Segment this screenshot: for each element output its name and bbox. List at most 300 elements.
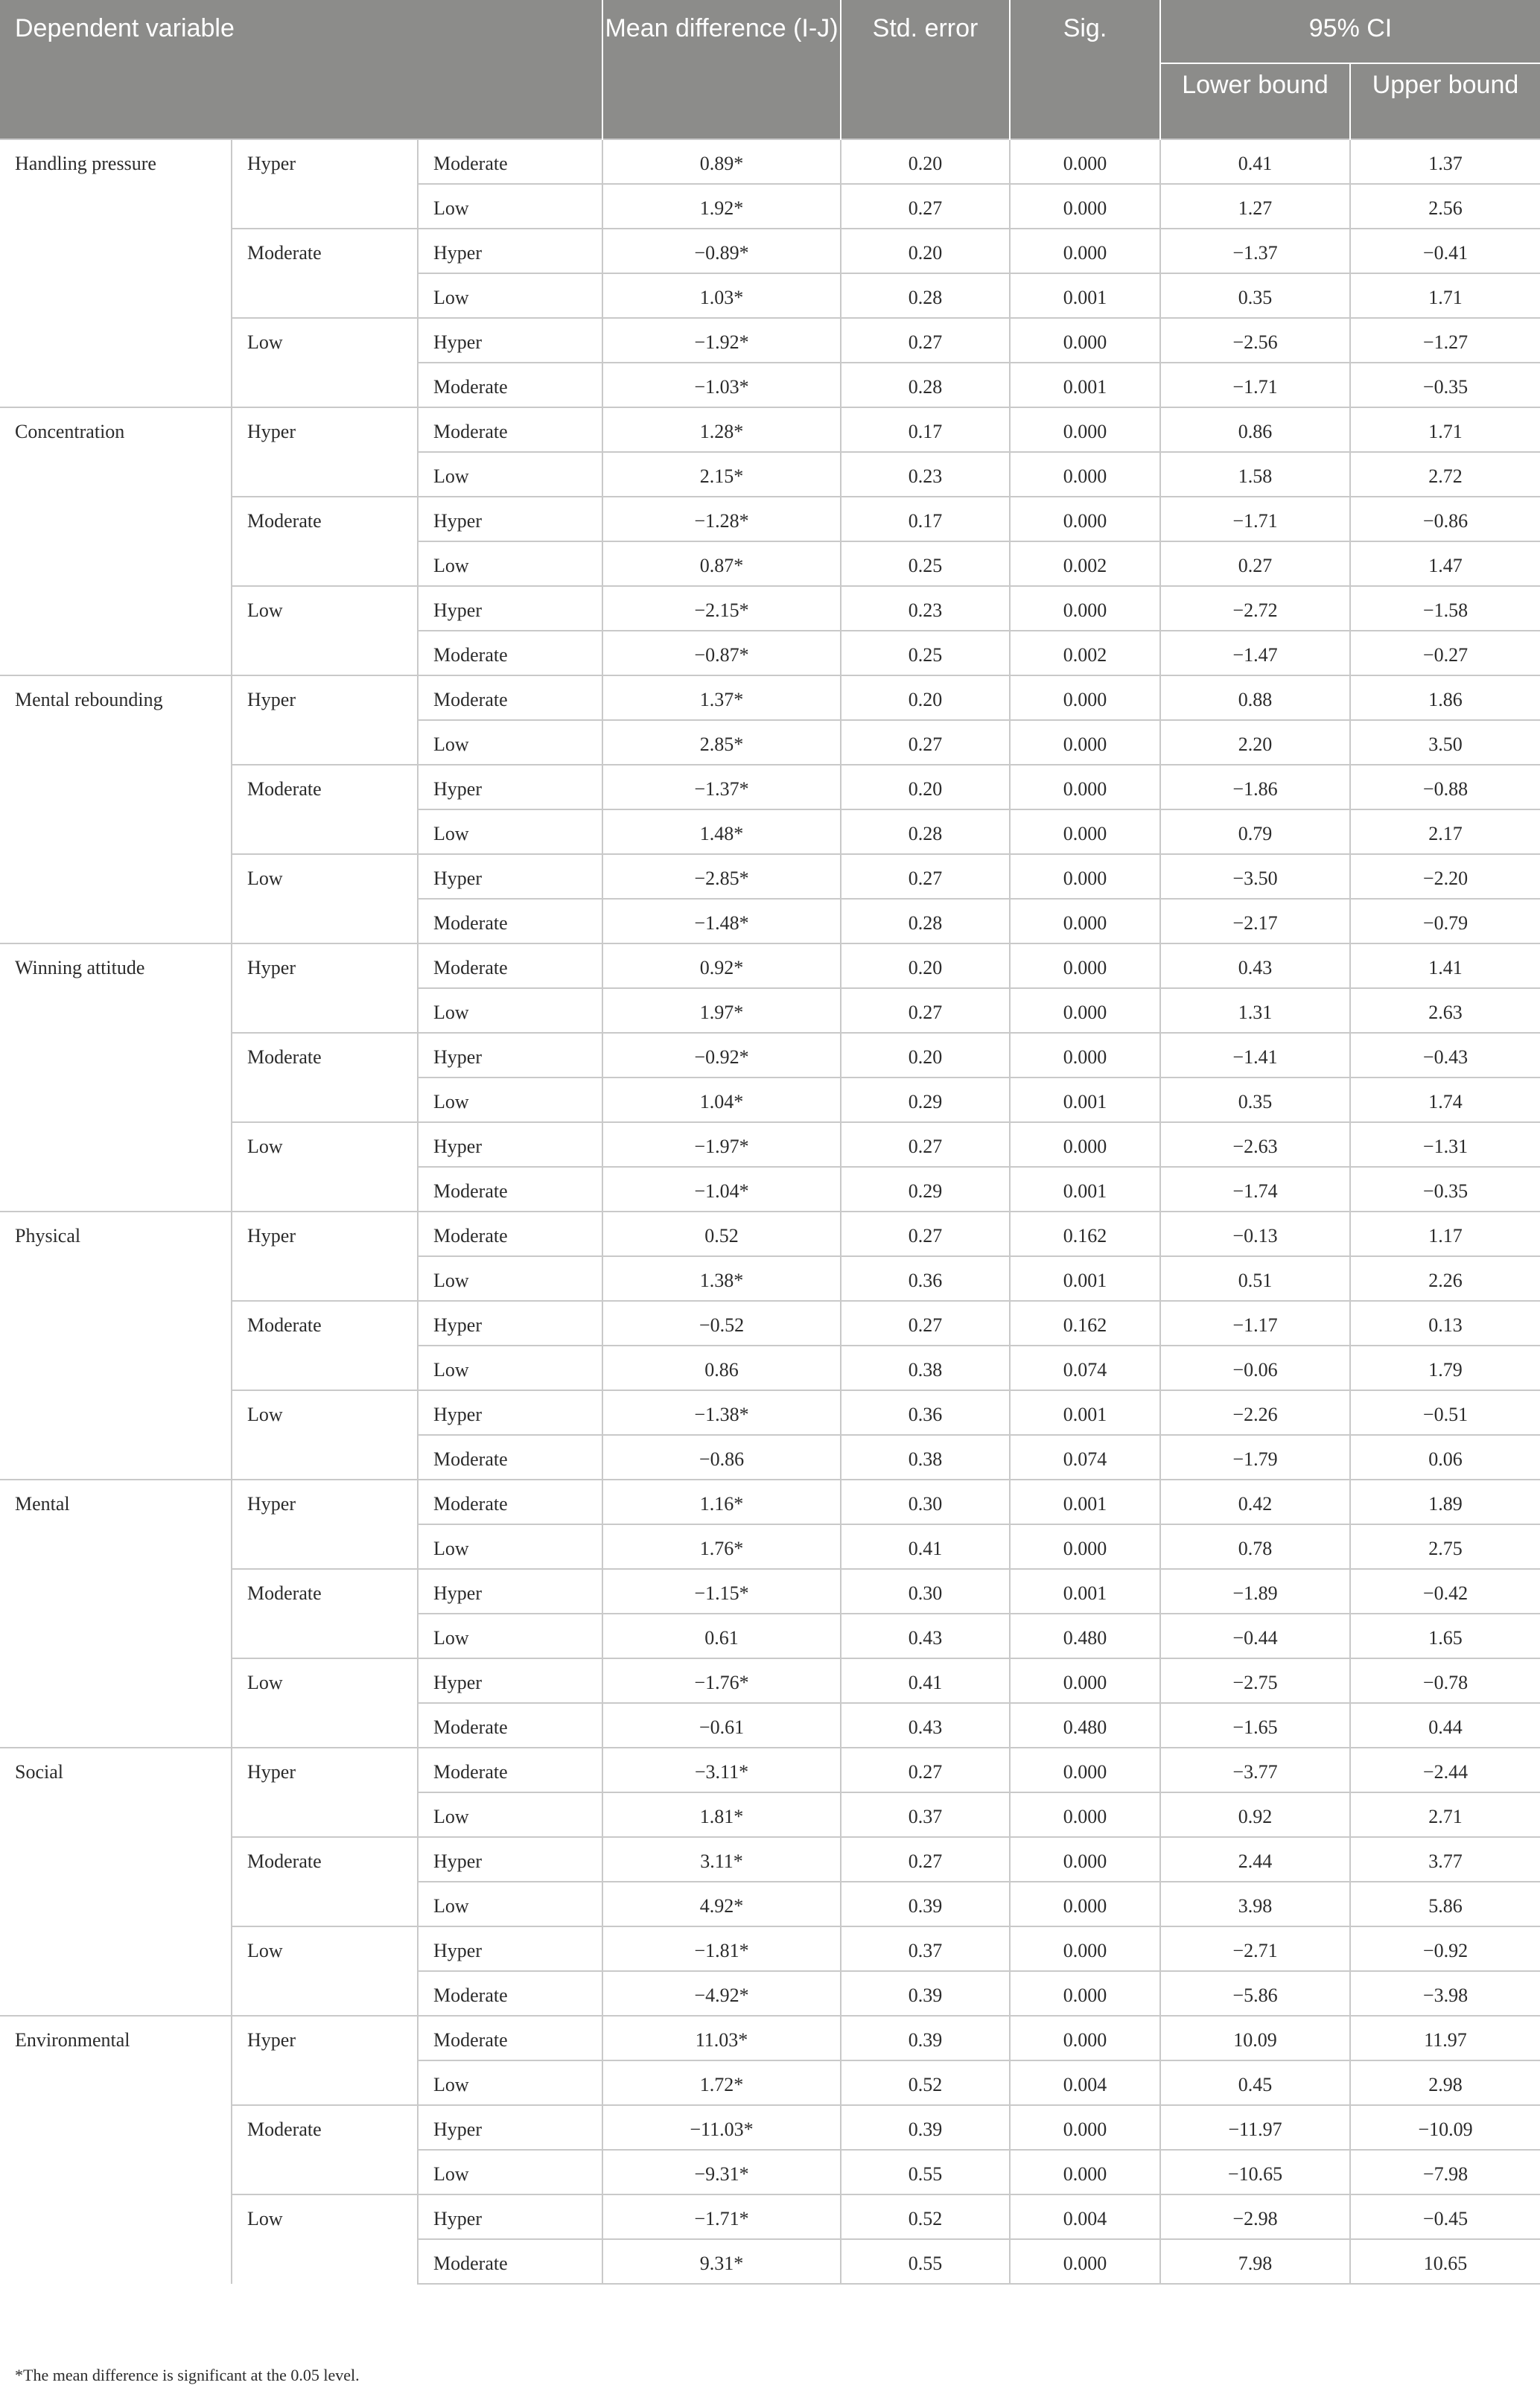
sig-cell [1010, 273, 1160, 318]
lower-bound-cell [1160, 1748, 1350, 1792]
sig-cell [1010, 1435, 1160, 1480]
group-j-value: Moderate [433, 1448, 508, 1470]
group-j-value: Low [433, 1538, 469, 1559]
lower-bound-cell [1160, 943, 1350, 988]
upper-bound-cell [1350, 1569, 1540, 1614]
mean-difference-cell [602, 586, 841, 631]
lower-bound-value: 0.88 [1238, 689, 1273, 710]
std-error-cell [841, 765, 1010, 809]
lower-bound-value: 10.09 [1233, 2029, 1277, 2051]
group-j-value: Moderate [433, 153, 508, 174]
group-j-cell [418, 1435, 602, 1480]
sig-value: 0.000 [1063, 823, 1107, 844]
upper-bound-value: −0.86 [1422, 510, 1469, 532]
std-error-value: 0.27 [908, 1850, 943, 1872]
mean-difference-cell [602, 452, 841, 497]
group-j-cell [418, 273, 602, 318]
dependent-variable-label: Concentration [15, 421, 125, 442]
sig-value: 0.000 [1063, 957, 1107, 978]
group-j-cell [418, 1703, 602, 1748]
group-j-cell [418, 1256, 602, 1301]
lower-bound-cell [1160, 229, 1350, 273]
std-error-value: 0.25 [908, 555, 943, 576]
table-row [0, 2105, 1540, 2150]
sig-value: 0.001 [1063, 287, 1107, 308]
mean-difference-value: −0.89* [694, 242, 749, 264]
sig-value: 0.001 [1063, 376, 1107, 398]
group-i-cell [232, 586, 418, 675]
upper-bound-value: −0.43 [1422, 1046, 1469, 1068]
std-error-cell [841, 541, 1010, 586]
upper-bound-value: −0.79 [1422, 912, 1469, 934]
std-error-cell [841, 273, 1010, 318]
std-error-cell [841, 1926, 1010, 1971]
lower-bound-cell [1160, 1167, 1350, 1212]
mean-difference-cell [602, 1212, 841, 1256]
upper-bound-cell [1350, 541, 1540, 586]
table-row [0, 1926, 1540, 1971]
sig-cell [1010, 1658, 1160, 1703]
sig-value: 0.162 [1063, 1314, 1107, 1336]
lower-bound-cell [1160, 1390, 1350, 1435]
mean-difference-value: −2.85* [694, 868, 749, 889]
table-row [0, 1748, 1540, 1792]
lower-bound-value: 7.98 [1238, 2253, 1273, 2274]
std-error-cell [841, 497, 1010, 541]
mean-difference-value: 1.04* [699, 1091, 744, 1113]
std-error-cell [841, 2150, 1010, 2194]
sig-value: 0.004 [1063, 2208, 1107, 2229]
table-row [0, 1301, 1540, 1346]
group-j-cell [418, 899, 602, 943]
std-error-value: 0.27 [908, 733, 943, 755]
group-j-value: Moderate [433, 2029, 508, 2051]
std-error-value: 0.20 [908, 689, 943, 710]
sig-value: 0.002 [1063, 644, 1107, 666]
mean-difference-value: 1.37* [699, 689, 744, 710]
sig-cell [1010, 1301, 1160, 1346]
mean-difference-cell [602, 1926, 841, 1971]
group-j-cell [418, 1346, 602, 1390]
upper-bound-value: −0.27 [1422, 644, 1469, 666]
group-i-cell [232, 1122, 418, 1212]
group-i-label: Hyper [247, 1225, 296, 1247]
lower-bound-cell [1160, 1122, 1350, 1167]
lower-bound-cell [1160, 2150, 1350, 2194]
table-row [0, 1480, 1540, 1524]
upper-bound-value: 2.72 [1428, 465, 1463, 487]
upper-bound-cell [1350, 2105, 1540, 2150]
mean-difference-cell [602, 1078, 841, 1122]
std-error-value: 0.28 [908, 912, 943, 934]
dependent-variable-label: Winning attitude [15, 957, 145, 978]
upper-bound-cell [1350, 1658, 1540, 1703]
upper-bound-cell [1350, 497, 1540, 541]
lower-bound-value: 0.41 [1238, 153, 1273, 174]
upper-bound-value: −0.92 [1422, 1940, 1469, 1961]
dependent-variable-cell [0, 1212, 232, 1480]
sig-cell [1010, 1703, 1160, 1748]
group-i-cell [232, 139, 418, 229]
sig-cell [1010, 1167, 1160, 1212]
group-i-label: Low [247, 1136, 283, 1157]
group-j-cell [418, 1748, 602, 1792]
mean-difference-value: 1.38* [699, 1270, 744, 1291]
mean-difference-value: −0.86 [699, 1448, 745, 1470]
mean-difference-cell [602, 1703, 841, 1748]
upper-bound-cell [1350, 1614, 1540, 1658]
upper-bound-cell [1350, 1346, 1540, 1390]
lower-bound-value: −1.86 [1232, 778, 1278, 800]
upper-bound-cell [1350, 720, 1540, 765]
group-i-label: Low [247, 331, 283, 353]
sig-value: 0.000 [1063, 2253, 1107, 2274]
std-error-value: 0.20 [908, 778, 943, 800]
table-row [0, 1658, 1540, 1703]
std-error-value: 0.27 [908, 1314, 943, 1336]
group-j-cell [418, 1390, 602, 1435]
upper-bound-cell [1350, 2239, 1540, 2284]
group-i-cell [232, 943, 418, 1033]
group-j-value: Moderate [433, 1180, 508, 1202]
sig-cell [1010, 541, 1160, 586]
group-j-cell [418, 1167, 602, 1212]
table-row [0, 229, 1540, 273]
upper-bound-value: −1.31 [1422, 1136, 1469, 1157]
sig-cell [1010, 899, 1160, 943]
lower-bound-cell [1160, 497, 1350, 541]
sig-value: 0.000 [1063, 2119, 1107, 2140]
dependent-variable-cell [0, 943, 232, 1212]
upper-bound-value: 0.13 [1428, 1314, 1463, 1336]
sig-cell [1010, 1390, 1160, 1435]
lower-bound-cell [1160, 452, 1350, 497]
sig-cell [1010, 229, 1160, 273]
group-j-value: Hyper [433, 1940, 482, 1961]
std-error-cell [841, 586, 1010, 631]
table-row [0, 2016, 1540, 2060]
std-error-value: 0.52 [908, 2208, 943, 2229]
upper-bound-value: 0.44 [1428, 1716, 1463, 1738]
upper-bound-cell [1350, 139, 1540, 184]
group-j-cell [418, 2105, 602, 2150]
sig-cell [1010, 497, 1160, 541]
upper-bound-value: 11.97 [1424, 2029, 1467, 2051]
sig-cell [1010, 1926, 1160, 1971]
upper-bound-value: 2.71 [1428, 1806, 1463, 1827]
group-j-value: Low [433, 2074, 469, 2095]
sig-value: 0.001 [1063, 1493, 1107, 1515]
std-error-cell [841, 363, 1010, 407]
lower-bound-cell [1160, 586, 1350, 631]
mean-difference-cell [602, 2016, 841, 2060]
lower-bound-value: −1.37 [1232, 242, 1278, 264]
mean-difference-cell [602, 273, 841, 318]
group-j-cell [418, 1078, 602, 1122]
mean-difference-value: 1.81* [699, 1806, 744, 1827]
upper-bound-cell [1350, 363, 1540, 407]
mean-difference-value: 1.92* [699, 197, 744, 219]
upper-bound-cell [1350, 2150, 1540, 2194]
sig-cell [1010, 720, 1160, 765]
group-j-cell [418, 675, 602, 720]
mean-difference-value: 0.52 [704, 1225, 739, 1247]
std-error-value: 0.39 [908, 1984, 943, 2006]
sig-value: 0.000 [1063, 510, 1107, 532]
lower-bound-value: −11.97 [1228, 2119, 1282, 2140]
mean-difference-value: 1.28* [699, 421, 744, 442]
upper-bound-cell [1350, 407, 1540, 452]
group-j-cell [418, 2060, 602, 2105]
std-error-value: 0.55 [908, 2163, 943, 2185]
sig-cell [1010, 2194, 1160, 2239]
group-j-cell [418, 407, 602, 452]
lower-bound-value: −2.98 [1232, 2208, 1278, 2229]
mean-difference-value: −1.71* [694, 2208, 749, 2229]
group-i-cell [232, 765, 418, 854]
upper-bound-value: −0.42 [1422, 1582, 1469, 1604]
lower-bound-cell [1160, 1033, 1350, 1078]
upper-bound-value: −0.35 [1422, 1180, 1469, 1202]
group-i-cell [232, 1480, 418, 1569]
mean-difference-value: −0.92* [694, 1046, 749, 1068]
std-error-value: 0.27 [908, 868, 943, 889]
group-i-cell [232, 1658, 418, 1748]
lower-bound-value: −1.17 [1232, 1314, 1278, 1336]
lower-bound-value: 1.31 [1238, 1002, 1273, 1023]
table-row [0, 1837, 1540, 1882]
upper-bound-cell [1350, 1122, 1540, 1167]
lower-bound-value: −1.65 [1232, 1716, 1278, 1738]
upper-bound-value: 1.79 [1428, 1359, 1463, 1381]
group-j-value: Moderate [433, 2253, 508, 2274]
group-i-label: Hyper [247, 153, 296, 174]
upper-bound-value: −0.78 [1422, 1672, 1469, 1693]
sig-value: 0.000 [1063, 1895, 1107, 1917]
mean-difference-value: −1.38* [694, 1404, 749, 1425]
lower-bound-cell [1160, 184, 1350, 229]
std-error-value: 0.39 [908, 2029, 943, 2051]
std-error-value: 0.27 [908, 197, 943, 219]
mean-difference-cell [602, 1569, 841, 1614]
lower-bound-value: −10.65 [1227, 2163, 1283, 2185]
lower-bound-cell [1160, 1703, 1350, 1748]
group-j-value: Hyper [433, 1046, 482, 1068]
std-error-cell [841, 988, 1010, 1033]
std-error-value: 0.27 [908, 1136, 943, 1157]
mean-difference-cell [602, 1792, 841, 1837]
sig-cell [1010, 1256, 1160, 1301]
group-i-cell [232, 2105, 418, 2194]
mean-difference-cell [602, 854, 841, 899]
group-i-cell [232, 497, 418, 586]
group-i-label: Moderate [247, 242, 322, 264]
mean-difference-cell [602, 318, 841, 363]
table-row [0, 497, 1540, 541]
table-row [0, 2194, 1540, 2239]
lower-bound-value: 1.27 [1238, 197, 1273, 219]
upper-bound-cell [1350, 675, 1540, 720]
group-j-value: Low [433, 1895, 469, 1917]
std-error-value: 0.30 [908, 1493, 943, 1515]
mean-difference-value: 0.89* [699, 153, 744, 174]
lower-bound-cell [1160, 363, 1350, 407]
mean-difference-cell [602, 899, 841, 943]
group-j-value: Hyper [433, 599, 482, 621]
sig-value: 0.000 [1063, 2029, 1107, 2051]
upper-bound-cell [1350, 452, 1540, 497]
sig-value: 0.000 [1063, 599, 1107, 621]
std-error-value: 0.36 [908, 1404, 943, 1425]
dependent-variable-cell [0, 407, 232, 675]
upper-bound-cell [1350, 1748, 1540, 1792]
upper-bound-cell [1350, 1703, 1540, 1748]
sig-cell [1010, 1524, 1160, 1569]
sig-value: 0.000 [1063, 912, 1107, 934]
lower-bound-cell [1160, 2194, 1350, 2239]
mean-difference-value: 9.31* [699, 2253, 744, 2274]
lower-bound-cell [1160, 1346, 1350, 1390]
group-j-value: Moderate [433, 689, 508, 710]
lower-bound-cell [1160, 1301, 1350, 1346]
std-error-value: 0.39 [908, 1895, 943, 1917]
lower-bound-cell [1160, 720, 1350, 765]
mean-difference-cell [602, 407, 841, 452]
sig-cell [1010, 631, 1160, 675]
lower-bound-cell [1160, 899, 1350, 943]
std-error-value: 0.28 [908, 823, 943, 844]
table-row [0, 943, 1540, 988]
sig-cell [1010, 318, 1160, 363]
std-error-value: 0.55 [908, 2253, 943, 2274]
group-j-cell [418, 2150, 602, 2194]
dependent-variable-cell [0, 139, 232, 407]
group-j-cell [418, 363, 602, 407]
mean-difference-value: 1.97* [699, 1002, 744, 1023]
lower-bound-cell [1160, 273, 1350, 318]
group-j-value: Low [433, 1806, 469, 1827]
sig-cell [1010, 1346, 1160, 1390]
group-i-label: Low [247, 599, 283, 621]
sig-cell [1010, 2239, 1160, 2284]
upper-bound-value: 0.06 [1428, 1448, 1463, 1470]
group-j-value: Low [433, 1270, 469, 1291]
group-j-cell [418, 2239, 602, 2284]
lower-bound-value: −2.71 [1232, 1940, 1278, 1961]
lower-bound-value: −2.26 [1232, 1404, 1278, 1425]
upper-bound-value: −2.44 [1422, 1761, 1469, 1783]
group-j-cell [418, 1033, 602, 1078]
sig-cell [1010, 1078, 1160, 1122]
table-row [0, 1122, 1540, 1167]
mean-difference-value: 0.61 [704, 1627, 739, 1649]
group-j-cell [418, 1926, 602, 1971]
std-error-value: 0.23 [908, 599, 943, 621]
sig-cell [1010, 1748, 1160, 1792]
group-i-cell [232, 1926, 418, 2016]
upper-bound-cell [1350, 1390, 1540, 1435]
std-error-cell [841, 1792, 1010, 1837]
mean-difference-cell [602, 988, 841, 1033]
header-dependent-variable: Dependent variable [0, 0, 602, 139]
upper-bound-cell [1350, 2060, 1540, 2105]
std-error-cell [841, 1256, 1010, 1301]
lower-bound-cell [1160, 988, 1350, 1033]
dependent-variable-cell [0, 675, 232, 943]
lower-bound-value: 0.78 [1238, 1538, 1273, 1559]
table-row [0, 139, 1540, 184]
std-error-value: 0.37 [908, 1940, 943, 1961]
std-error-cell [841, 854, 1010, 899]
sig-cell [1010, 943, 1160, 988]
header-mean-difference: Mean difference (I-J) [602, 0, 841, 139]
group-i-cell [232, 1301, 418, 1390]
group-i-cell [232, 1569, 418, 1658]
group-j-value: Hyper [433, 1582, 482, 1604]
std-error-cell [841, 318, 1010, 363]
group-i-label: Moderate [247, 510, 322, 532]
std-error-value: 0.27 [908, 1761, 943, 1783]
group-j-cell [418, 1480, 602, 1524]
mean-difference-cell [602, 765, 841, 809]
group-i-cell [232, 2016, 418, 2105]
sig-value: 0.000 [1063, 1046, 1107, 1068]
mean-difference-cell [602, 2060, 841, 2105]
sig-value: 0.000 [1063, 421, 1107, 442]
upper-bound-value: −1.58 [1422, 599, 1469, 621]
upper-bound-cell [1350, 1167, 1540, 1212]
std-error-cell [841, 1167, 1010, 1212]
table-row [0, 675, 1540, 720]
group-j-cell [418, 943, 602, 988]
mean-difference-cell [602, 1435, 841, 1480]
std-error-value: 0.38 [908, 1448, 943, 1470]
group-j-value: Hyper [433, 1136, 482, 1157]
upper-bound-value: 2.56 [1428, 197, 1463, 219]
upper-bound-cell [1350, 631, 1540, 675]
group-j-cell [418, 318, 602, 363]
lower-bound-value: 0.43 [1238, 957, 1273, 978]
sig-value: 0.480 [1063, 1716, 1107, 1738]
std-error-value: 0.29 [908, 1091, 943, 1113]
upper-bound-cell [1350, 1301, 1540, 1346]
lower-bound-cell [1160, 318, 1350, 363]
table-header [0, 0, 1540, 139]
std-error-cell [841, 1480, 1010, 1524]
std-error-value: 0.17 [908, 421, 943, 442]
group-j-cell [418, 1122, 602, 1167]
sig-cell [1010, 1837, 1160, 1882]
lower-bound-value: −3.77 [1232, 1761, 1278, 1783]
mean-difference-cell [602, 1971, 841, 2016]
sig-value: 0.000 [1063, 689, 1107, 710]
upper-bound-value: −10.09 [1418, 2119, 1473, 2140]
std-error-cell [841, 1078, 1010, 1122]
group-i-label: Low [247, 2208, 283, 2229]
sig-value: 0.000 [1063, 1940, 1107, 1961]
group-j-cell [418, 2016, 602, 2060]
std-error-value: 0.27 [908, 331, 943, 353]
std-error-cell [841, 675, 1010, 720]
group-j-value: Hyper [433, 1850, 482, 1872]
lower-bound-cell [1160, 1256, 1350, 1301]
mean-difference-cell [602, 1390, 841, 1435]
upper-bound-value: −0.35 [1422, 376, 1469, 398]
sig-cell [1010, 1792, 1160, 1837]
group-j-cell [418, 1524, 602, 1569]
sig-cell [1010, 854, 1160, 899]
group-i-label: Hyper [247, 1493, 296, 1515]
